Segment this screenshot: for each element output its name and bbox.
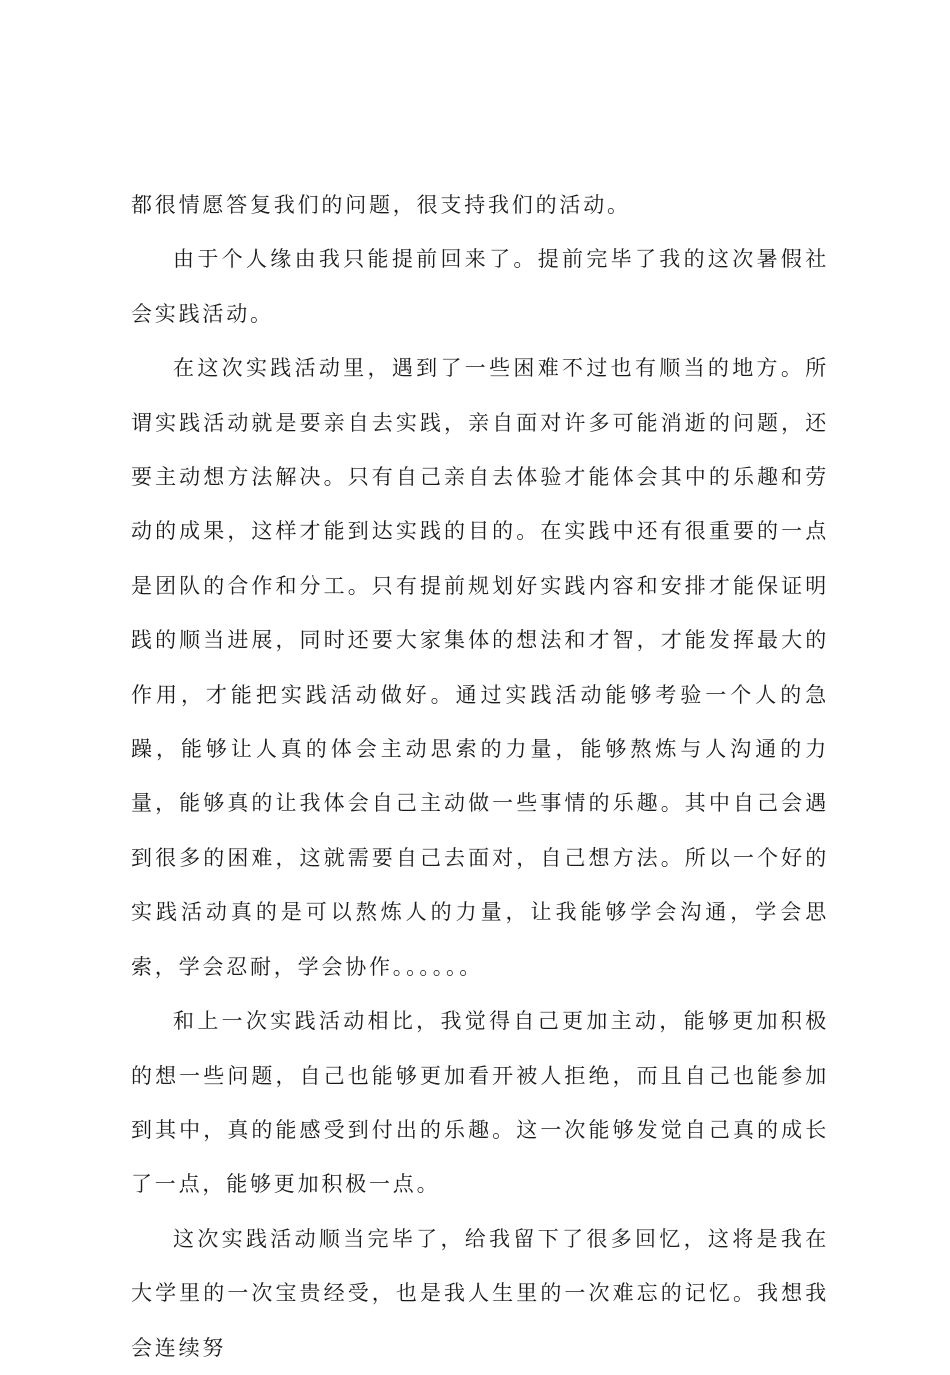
paragraph-1: 都很情愿答复我们的问题，很支持我们的活动。	[131, 193, 631, 217]
paragraph-4: 和上一次实践活动相比，我觉得自己更加主动，能够更加积极的想一些问题，自己也能够更加看开被人拒绝，而且自己也能参加到其中，真的能感受到付出的乐趣。这一次能够发觉自己真的成长了一点，能够更加积极一点。	[131, 1009, 829, 1197]
paragraph-2: 由于个人缘由我只能提前回来了。提前完毕了我的这次暑假社会实践活动。	[131, 247, 829, 326]
paragraph-5: 这次实践活动顺当完毕了，给我留下了很多回忆，这将是我在大学里的一次宝贵经受，也是我人生里的一次难忘的记忆。我想我会连续努	[131, 1226, 829, 1360]
document-body	[131, 178, 829, 1375]
paragraph-3: 在这次实践活动里，遇到了一些困难不过也有顺当的地方。所谓实践活动就是要亲自去实践，亲自面对许多可能消逝的问题，还要主动想方法解决。只有自己亲自去体验才能体会其中的乐趣和劳动的成果，这样才能到达实践的目的。在实践中还有很重要的一点是团队的合作和分工。只有提前规划好实践内容和安排才能保证明践的顺当进展，同时还要大家集体的想法和才智，才能发挥最大的作用，才能把实践活动做好。通过实践活动能够考验一个人的急躁，能够让人真的体会主动思索的力量，能够熬炼与人沟通的力量，能够真的让我体会自己主动做一些事情的乐趣。其中自己会遇到很多的困难，这就需要自己去面对，自己想方法。所以一个好的实践活动真的是可以熬炼人的力量，让我能够学会沟通，学会思索，学会忍耐，学会协作。。。。。。	[131, 356, 829, 979]
